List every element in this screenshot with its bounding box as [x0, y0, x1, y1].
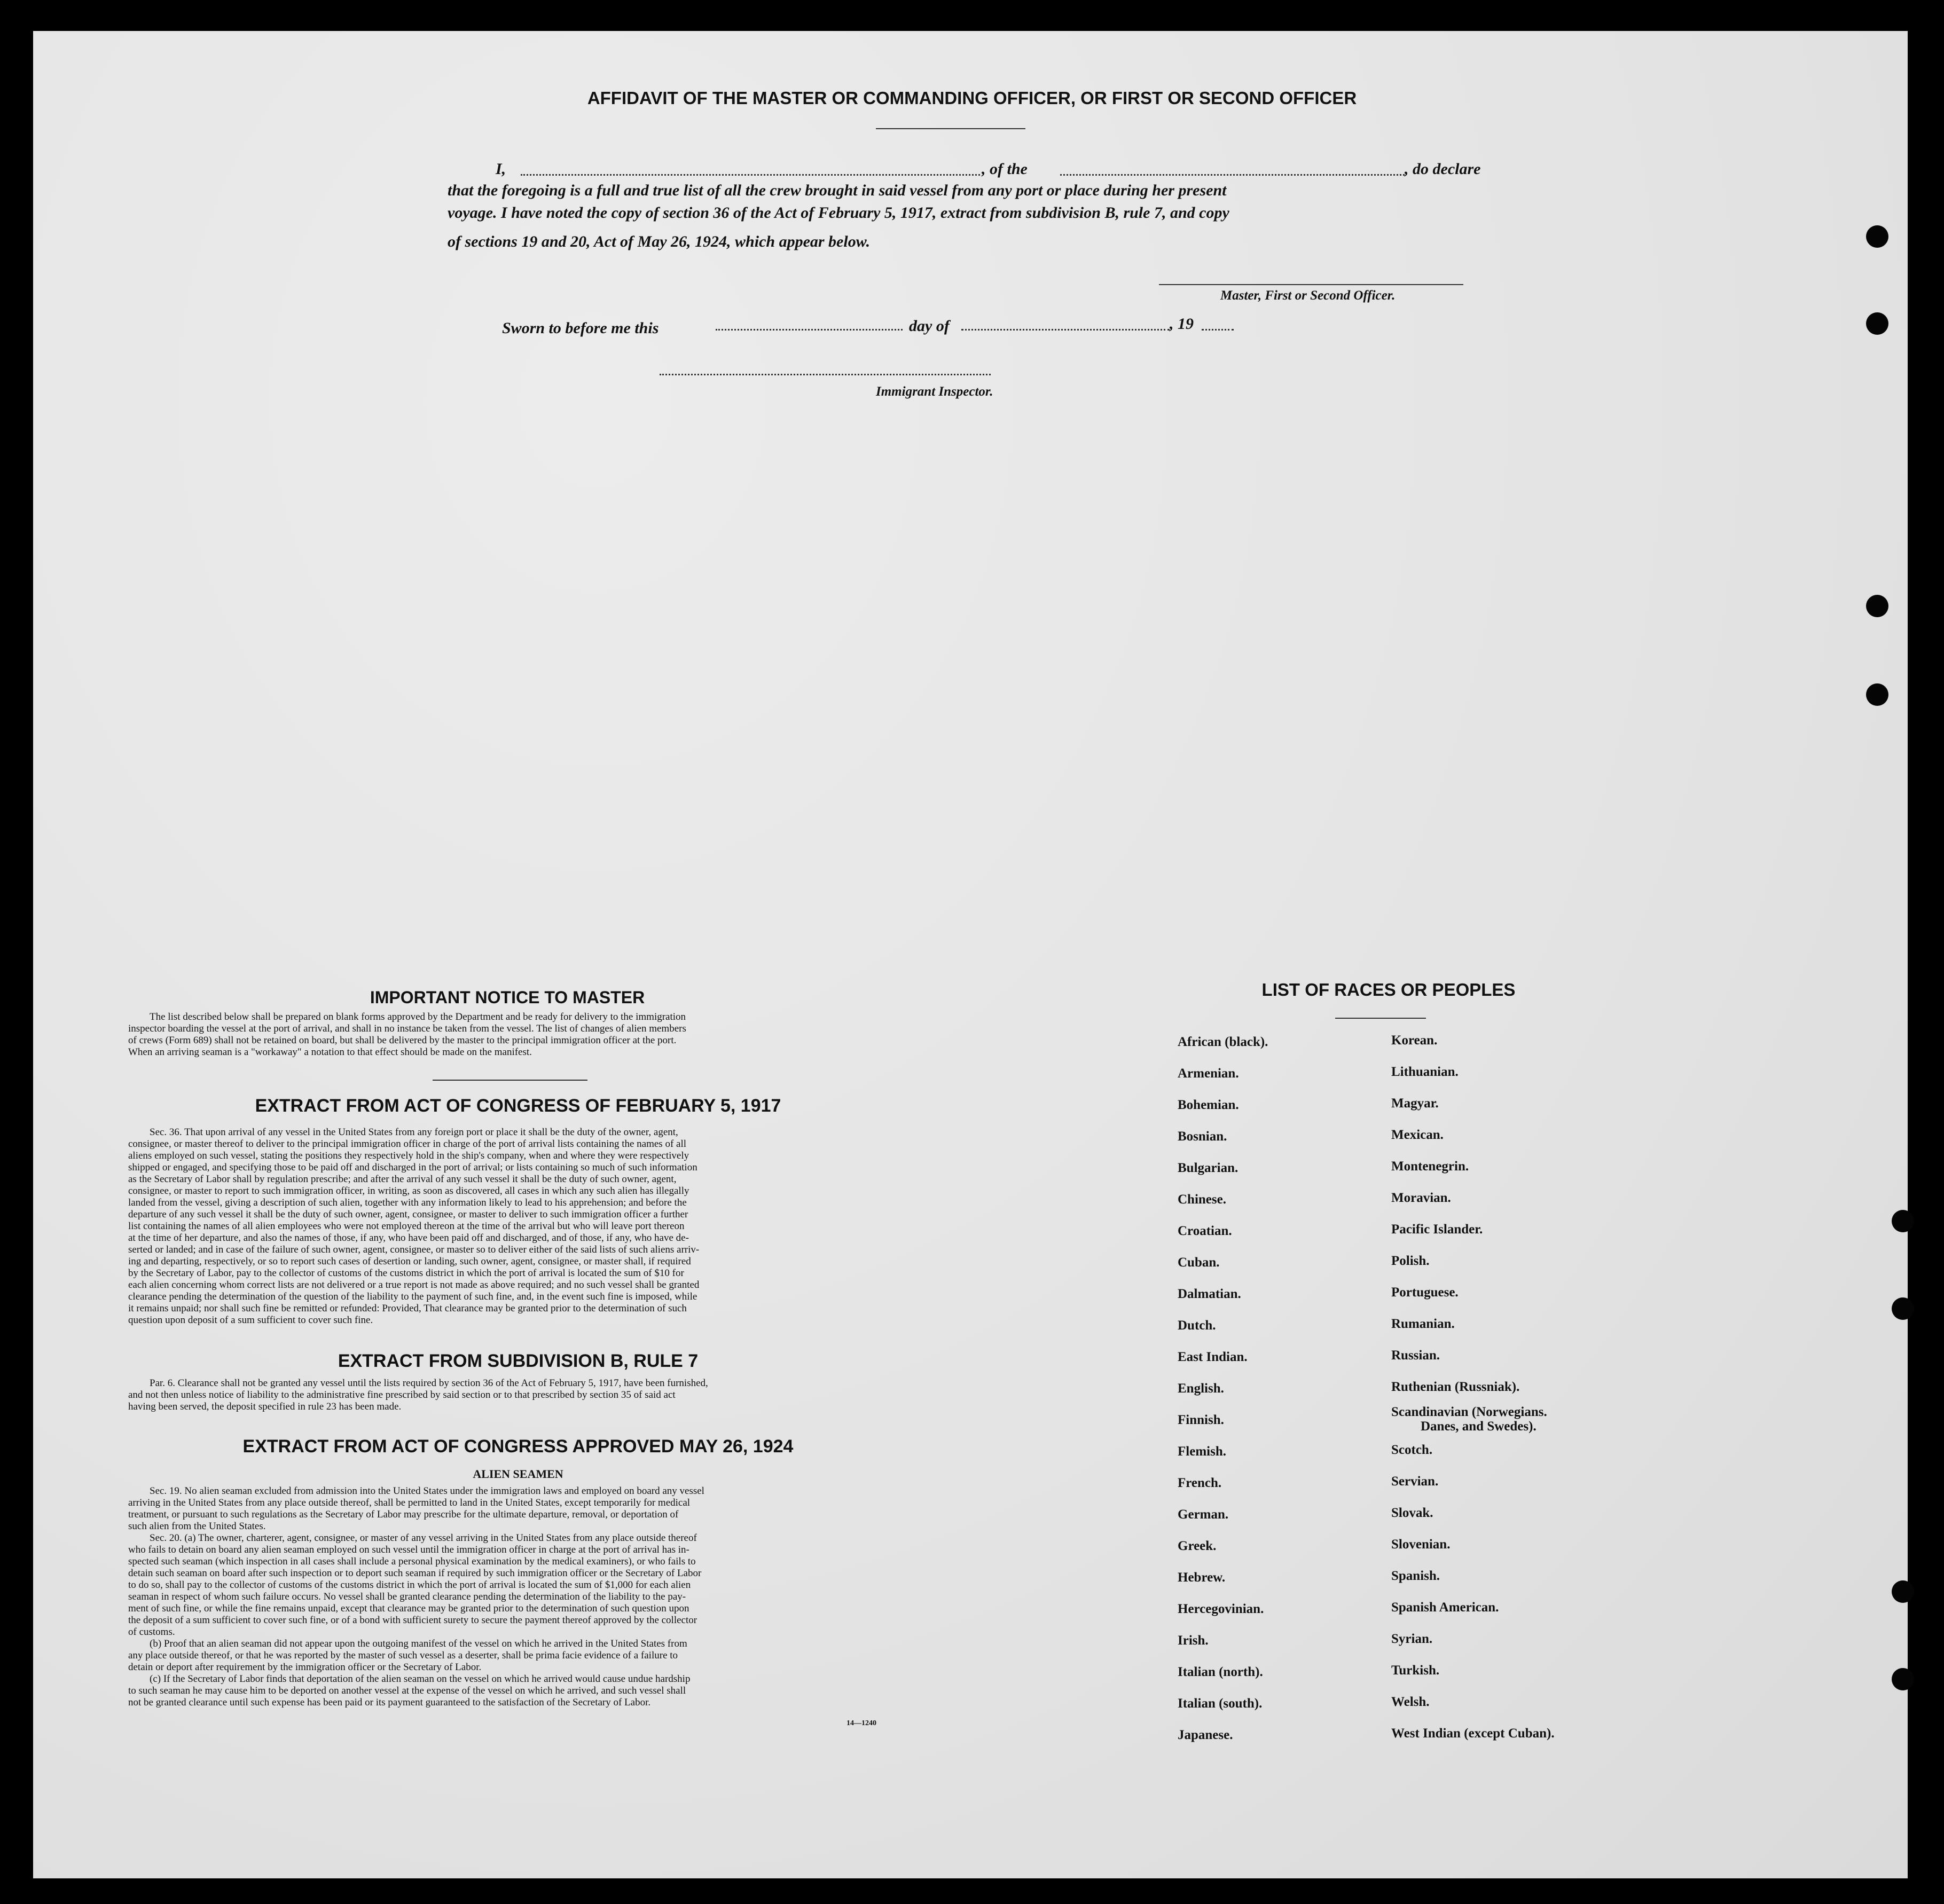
vessel-field[interactable] — [1060, 174, 1405, 176]
extract-1924-line: seaman in respect of whom such failure occurs. No vessel shall be granted clearance pending the determination of the liability to the pay- — [128, 1591, 686, 1602]
race-right-item: Turkish. — [1391, 1663, 1440, 1678]
extract-1917-body — [128, 1127, 913, 1326]
extract-1924-subtitle: ALIEN SEAMEN — [473, 1467, 563, 1481]
extract-1924-line: such alien from the United States. — [128, 1521, 266, 1532]
punch-hole — [1892, 1668, 1914, 1690]
race-right-item: Mexican. — [1391, 1128, 1444, 1142]
extract-1917-line: ing and departing, respectively, or so to report such cases of desertion or landing, such owner, agent, consignee, or master shall, if required — [128, 1256, 691, 1267]
race-right-item: Scandinavian (Norwegians. — [1391, 1405, 1547, 1419]
races-title: LIST OF RACES OR PEOPLES — [1261, 980, 1516, 1000]
extract-1924-body — [128, 1485, 913, 1709]
extract-1917-line: Sec. 36. That upon arrival of any vessel in the United States from any foreign port or place it shall be the duty of the owner, agent, — [150, 1127, 678, 1138]
extract-1924-title: EXTRACT FROM ACT OF CONGRESS APPROVED MAY 26, 1924 — [242, 1436, 794, 1457]
name-field[interactable] — [521, 174, 980, 176]
race-right-item: Servian. — [1391, 1474, 1439, 1489]
extract-1917-line: each alien concerning whom correct lists are not delivered or a true report is not made as above required; and no such vessel shall be granted — [128, 1279, 700, 1291]
race-right-item: Syrian. — [1391, 1632, 1433, 1646]
punch-hole — [1866, 312, 1888, 335]
race-left-item: Bosnian. — [1178, 1129, 1227, 1144]
extract-1917-line: clearance pending the determination of the question of the liability to the payment of such fine, and, in the event such fine is imposed, while — [128, 1291, 697, 1302]
race-left-item: Finnish. — [1178, 1413, 1224, 1427]
punch-hole — [1866, 595, 1888, 617]
year-label: , 19 — [1170, 315, 1194, 333]
inspector-label: Immigrant Inspector. — [876, 384, 993, 399]
affidavit-of-the: , of the — [982, 160, 1028, 178]
extract-1917-line: landed from the vessel, giving a description of such alien, together with any information likely to lead to his apprehension; and before the — [128, 1197, 687, 1208]
extract-1924-line: arriving in the United States from any place outside thereof, shall be permitted to land in the United States, except temporarily for medical — [128, 1497, 691, 1508]
race-left-item: Irish. — [1178, 1633, 1209, 1648]
extract-1924-line: treatment, or pursuant to such regulations as the Secretary of Labor may prescribe for the ultimate departure, removal, or deportation of — [128, 1509, 679, 1520]
master-signature-label: Master, First or Second Officer. — [1220, 288, 1396, 303]
extract-1924-line: the deposit of a sum sufficient to cover such fine, or of a bond with sufficient surety to secure the payment thereof approved by the collector — [128, 1615, 697, 1626]
notice-line: When an arriving seaman is a "workaway" a notation to that effect should be made on the manifest. — [128, 1047, 532, 1058]
extract-1924-line: detain such seaman on board after such inspection or to deport such seaman if required by such immigration officer or the Secretary of Labor — [128, 1568, 702, 1579]
extract-1917-line: consignee, or master thereof to deliver to the principal immigration officer in charge of the port of arrival lists containing the names of all — [128, 1138, 687, 1150]
race-right-item-continuation: Danes, and Swedes). — [1421, 1419, 1537, 1434]
race-left-item: Dalmatian. — [1178, 1287, 1241, 1301]
punch-hole — [1892, 1580, 1914, 1603]
extract-1924-line: Sec. 20. (a) The owner, charterer, agent, consignee, or master of any vessel arriving in the United States from any place outside thereof — [150, 1532, 697, 1544]
master-signature-line[interactable] — [1159, 284, 1463, 285]
punch-hole — [1866, 683, 1888, 706]
race-left-item: English. — [1178, 1381, 1224, 1396]
race-left-item: Flemish. — [1178, 1444, 1226, 1459]
extract-1924-line: who fails to detain on board any alien seaman employed on such vessel until the immigration officer in charge at the port of arrival has in- — [128, 1544, 689, 1555]
race-right-item: Lithuanian. — [1391, 1065, 1459, 1079]
race-left-item: Greek. — [1178, 1539, 1217, 1553]
race-left-item: East Indian. — [1178, 1350, 1248, 1364]
extract-1924-line: ment of such fine, or while the fine remains unpaid, except that clearance may be granted prior to the determination of such question upon — [128, 1603, 689, 1614]
extract-1917-line: question upon deposit of a sum sufficient to cover such fine. — [128, 1315, 373, 1326]
notice-line: of crews (Form 689) shall not be retained on board, but shall be delivered by the master to the principal immigration officer at the port. — [128, 1035, 677, 1046]
notice-line: The list described below shall be prepared on blank forms approved by the Department and be ready for delivery to the immigration — [150, 1011, 686, 1022]
race-left-item: Dutch. — [1178, 1318, 1216, 1333]
extract-1924-line: of customs. — [128, 1626, 175, 1638]
race-right-item: Moravian. — [1391, 1191, 1451, 1205]
race-left-item: Chinese. — [1178, 1192, 1226, 1207]
race-right-item: Korean. — [1391, 1033, 1438, 1048]
punch-hole — [1892, 1297, 1914, 1320]
notice-line: inspector boarding the vessel at the port of arrival, and shall in no instance be taken from the vessel. The list of changes of alien members — [128, 1023, 686, 1034]
title-rule — [876, 128, 1025, 129]
race-left-item: Hebrew. — [1178, 1570, 1226, 1585]
form-number: 14—1240 — [846, 1719, 876, 1727]
affidavit-i: I, — [496, 160, 506, 178]
notice-title: IMPORTANT NOTICE TO MASTER — [370, 988, 645, 1007]
race-left-item: African (black). — [1178, 1035, 1268, 1049]
race-right-item: Rumanian. — [1391, 1317, 1455, 1331]
race-left-item: Cuban. — [1178, 1255, 1220, 1270]
race-right-item: Russian. — [1391, 1348, 1440, 1363]
race-right-item: Spanish American. — [1391, 1600, 1499, 1615]
race-right-item: West Indian (except Cuban). — [1391, 1726, 1555, 1741]
extract-1917-line: at the time of her departure, and also the names of those, if any, who have been paid off and discharged, and of those, if any, who have de- — [128, 1232, 689, 1244]
race-left-item: French. — [1178, 1476, 1222, 1490]
race-right-item: Slovak. — [1391, 1506, 1433, 1520]
extract-1917-line: consignee, or master to report to such immigration officer, in writing, as soon as discovered, all cases in which any such alien has illegally — [128, 1185, 689, 1197]
sworn-year-field[interactable] — [1202, 329, 1234, 331]
affidavit-do-declare: , do declare — [1405, 160, 1481, 178]
rule7-title: EXTRACT FROM SUBDIVISION B, RULE 7 — [338, 1351, 699, 1371]
affidavit-line-3: voyage. I have noted the copy of section 36 of the Act of February 5, 1917, extract from subdivision B, rule 7, and copy — [448, 204, 1229, 222]
race-left-item: Croatian. — [1178, 1224, 1232, 1238]
day-of-label: day of — [909, 317, 950, 335]
rule7-body — [128, 1378, 913, 1413]
race-left-item: Italian (south). — [1178, 1696, 1263, 1711]
race-left-item: German. — [1178, 1507, 1229, 1522]
rule7-line: having been served, the deposit specified in rule 23 has been made. — [128, 1401, 402, 1412]
rule7-line: and not then unless notice of liability to the administrative fine prescribed by said section or to that prescribed by section 35 of said act — [128, 1389, 676, 1401]
notice-body — [128, 1011, 913, 1058]
races-rule — [1335, 1018, 1426, 1019]
extract-1917-line: it remains unpaid; nor shall such fine be remitted or refunded: Provided, That clearance may be granted prior to the determination of such — [128, 1303, 687, 1314]
race-right-item: Spanish. — [1391, 1569, 1440, 1583]
extract-1924-line: to such seaman he may cause him to be deported on another vessel at the expense of the vessel on which he arrived, and such vessel shall — [128, 1685, 686, 1696]
extract-1917-line: as the Secretary of Labor shall by regulation prescribe; and after the arrival of any such vessel it shall be the duty of such owner, agent, — [128, 1174, 677, 1185]
race-right-item: Slovenian. — [1391, 1537, 1451, 1552]
race-right-item: Scotch. — [1391, 1443, 1433, 1457]
race-left-item: Bohemian. — [1178, 1098, 1239, 1112]
sworn-month-field[interactable] — [961, 329, 1170, 331]
race-left-item: Italian (north). — [1178, 1665, 1263, 1679]
race-left-item: Armenian. — [1178, 1066, 1239, 1081]
extract-1924-line: (c) If the Secretary of Labor finds that deportation of the alien seaman on the vessel on which he arrived would cause undue hardship — [150, 1673, 691, 1685]
extract-1924-line: spected such seaman (which inspection in all cases shall include a personal physical examination by the medical examiners), or who fails to — [128, 1556, 696, 1567]
race-right-item: Portuguese. — [1391, 1285, 1459, 1300]
extract-1917-line: serted or landed; and in case of the failure of such owner, agent, consignee, or master so to deliver either of the said lists of such aliens arriv- — [128, 1244, 700, 1255]
race-right-item: Polish. — [1391, 1254, 1430, 1268]
extract-1917-line: departure of any such vessel it shall be the duty of such owner, agent, consignee, or master to deliver to such immigration officer a further — [128, 1209, 688, 1220]
extract-1924-line: not be granted clearance until such expense has been paid or its payment guaranteed to the satisfaction of the Secretary of Labor. — [128, 1697, 651, 1708]
extract-1924-line: detain or deport after requirement by the immigration officer or the Secretary of Labor. — [128, 1662, 482, 1673]
extract-1917-line: aliens employed on such vessel, stating the positions they respectively hold in the ship's company, when and where they were respectively — [128, 1150, 689, 1161]
race-right-item: Ruthenian (Russniak). — [1391, 1380, 1520, 1394]
rule7-line: Par. 6. Clearance shall not be granted any vessel until the lists required by section 36 of the Act of February 5, 1917, have been furnished, — [150, 1378, 708, 1389]
sworn-day-field[interactable] — [716, 329, 903, 331]
extract-1924-line: any place outside thereof, or that he was reported by the master of such vessel as a deserter, shall be prima facie evidence of a failure to — [128, 1650, 678, 1661]
extract-1917-line: shipped or engaged, and specifying those to be paid off and discharged in the port of arrival; or lists containing so much of such information — [128, 1162, 697, 1173]
punch-hole — [1892, 1210, 1914, 1232]
extract-1924-line: (b) Proof that an alien seaman did not appear upon the outgoing manifest of the vessel on which he arrived in the United States from — [150, 1638, 687, 1649]
extract-1924-line: Sec. 19. No alien seaman excluded from admission into the United States under the immigration laws and employed on board any vessel — [150, 1485, 704, 1497]
section-rule — [433, 1080, 587, 1081]
race-right-item: Welsh. — [1391, 1695, 1430, 1709]
extract-1917-line: by the Secretary of Labor, pay to the collector of customs of the customs district in which the port of arrival is located the sum of $10 for — [128, 1268, 684, 1279]
affidavit-line-4: of sections 19 and 20, Act of May 26, 1924, which appear below. — [448, 233, 871, 250]
affidavit-line-2: that the foregoing is a full and true list of all the crew brought in said vessel from any port or place during her present — [448, 182, 1227, 199]
sworn-label: Sworn to before me this — [502, 319, 659, 337]
extract-1924-line: to do so, shall pay to the collector of customs of the customs district in which the port of arrival is located the sum of $1,000 for each alien — [128, 1579, 691, 1591]
affidavit-title: AFFIDAVIT OF THE MASTER OR COMMANDING OFFICER, OR FIRST OR SECOND OFFICER — [587, 88, 1357, 108]
extract-1917-line: list containing the names of all alien employees who were not employed thereon at the time of the arrival but who will leave port thereon — [128, 1221, 685, 1232]
race-right-item: Magyar. — [1391, 1096, 1439, 1111]
extract-1917-title: EXTRACT FROM ACT OF CONGRESS OF FEBRUARY 5, 1917 — [255, 1096, 781, 1116]
punch-hole — [1866, 225, 1888, 248]
race-left-item: Japanese. — [1178, 1728, 1233, 1742]
race-left-item: Hercegovinian. — [1178, 1602, 1264, 1616]
race-left-item: Bulgarian. — [1178, 1161, 1238, 1175]
race-right-item: Pacific Islander. — [1391, 1222, 1483, 1237]
race-right-item: Montenegrin. — [1391, 1159, 1469, 1174]
inspector-signature-line[interactable] — [660, 374, 991, 375]
